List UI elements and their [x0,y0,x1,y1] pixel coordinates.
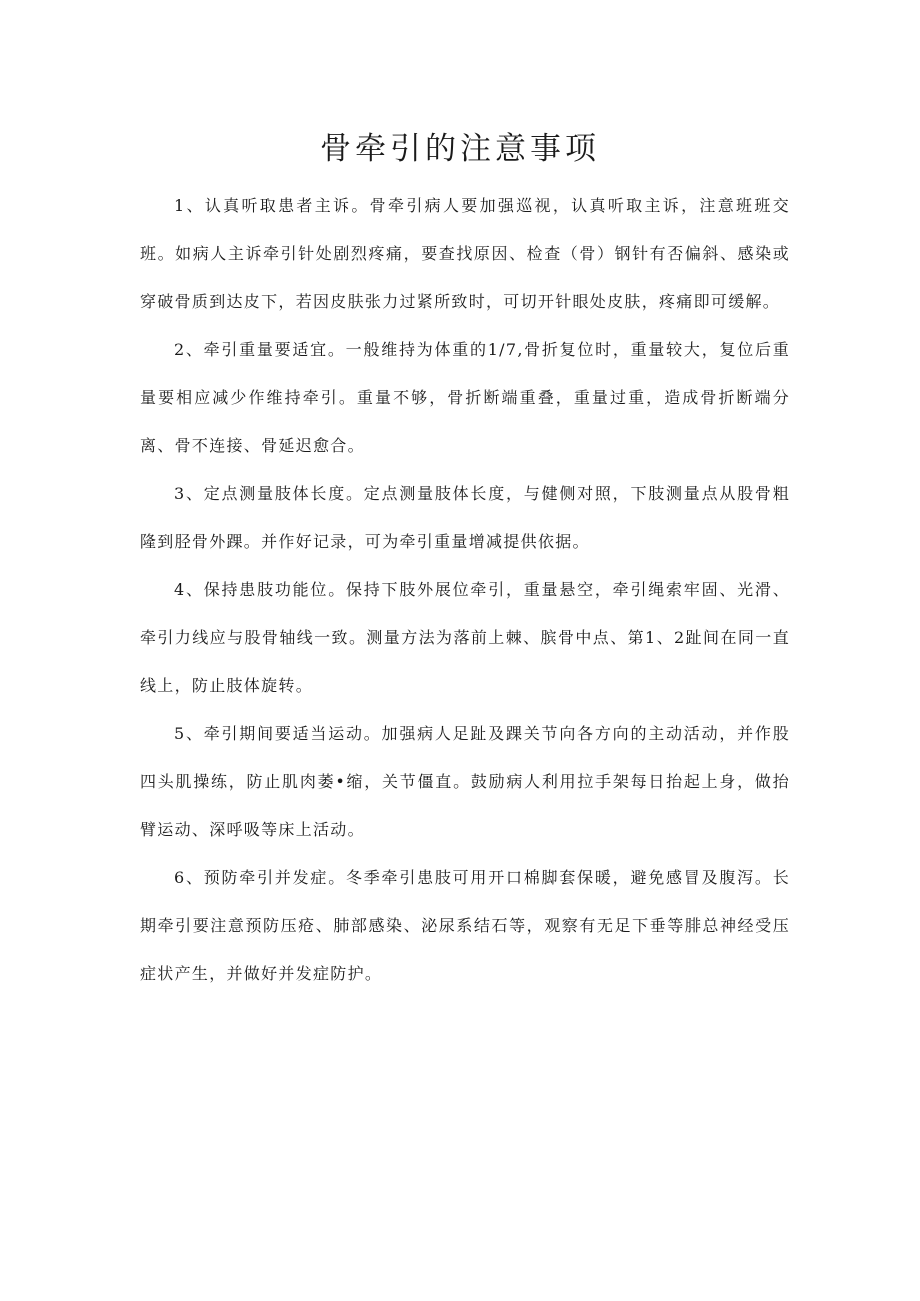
paragraph-1: 1、认真听取患者主诉。骨牵引病人要加强巡视，认真听取主诉，注意班班交班。如病人主诉牵引针处剧烈疼痛，要查找原因、检查（骨）钢针有否偏斜、感染或穿破骨质到达皮下，若因皮肤张力过紧所致时，可切开针眼处皮肤，疼痛即可缓解。 [140,196,790,311]
document-title: 骨牵引的注意事项 [320,131,600,167]
paragraph-2: 2、牵引重量要适宜。一般维持为体重的1/7,骨折复位时，重量较大，复位后重量要相应减少作维持牵引。重量不够，骨折断端重叠，重量过重，造成骨折断端分离、骨不连接、骨延迟愈合。 [140,340,790,455]
paragraph-6: 6、预防牵引并发症。冬季牵引患肢可用开口棉脚套保暖，避免感冒及腹泻。长期牵引要注意预防压疮、肺部感染、泌尿系结石等，观察有无足下垂等腓总神经受压症状产生，并做好并发症防护。 [140,868,790,983]
paragraph-5: 5、牵引期间要适当运动。加强病人足趾及踝关节向各方向的主动活动，并作股四头肌操练，防止肌肉萎•缩，关节僵直。鼓励病人利用拉手架每日抬起上身，做抬臂运动、深呼吸等床上活动。 [140,724,790,839]
paragraph-4: 4、保持患肢功能位。保持下肢外展位牵引，重量悬空，牵引绳索牢固、光滑、牵引力线应与股骨轴线一致。测量方法为落前上棘、膑骨中点、第1、2趾间在同一直线上，防止肢体旋转。 [140,580,790,695]
document-body [140,182,790,998]
paragraph-3: 3、定点测量肢体长度。定点测量肢体长度，与健侧对照，下肢测量点从股骨粗隆到胫骨外踝。并作好记录，可为牵引重量增减提供依据。 [140,484,790,551]
